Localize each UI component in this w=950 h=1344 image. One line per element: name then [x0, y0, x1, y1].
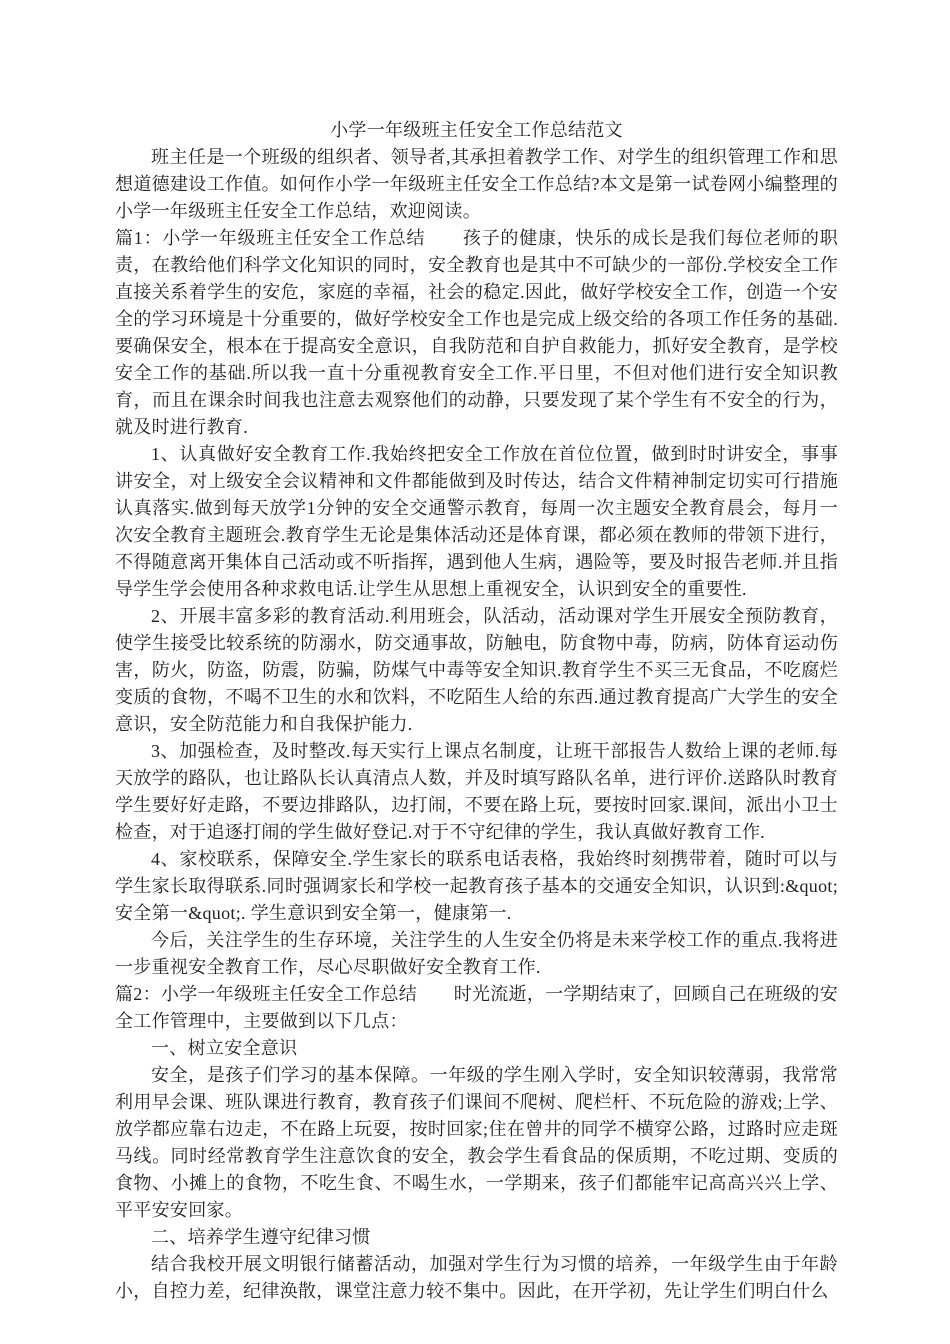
paragraph-part1-heading: 篇1：小学一年级班主任安全工作总结 孩子的健康，快乐的成长是我们每位老师的职责，在教给他们科学文化知识的同时，安全教育也是其中不可缺少的一部份.学校安全工作直接关系着学生的安危，家庭的幸福，社会的稳定.因此，做好学校安全工作，创造一个安全的学习环境是十分重要的，做好学校安全工作也是完成上级交给的各项工作任务的基础.要确保安全，根本在于提高安全意识，自我防范和自护自救能力，抓好安全教育，是学校安全工作的基础.所以我一直十分重视教育安全工作.平日里，不但对他们进行安全知识教育，而且在课余时间我也注意去观察他们的动静，只要发现了某个学生有不安全的行为，就及时进行教育. — [115, 228, 838, 437]
paragraph-point-1: 1、认真做好安全教育工作.我始终把安全工作放在首位位置，做到时时讲安全，事事讲安全，对上级安全会议精神和文件都能做到及时传达，结合文件精神制定切实可行措施认真落实.做到每天放学1分钟的安全交通警示教育，每周一次主题安全教育晨会，每月一次安全教育主题班会.教育学生无论是集体活动还是体育课，都必须在教师的带领下进行，不得随意离开集体自己活动或不听指挥，遇到他人生病，遇险等，要及时报告老师.并且指导学生学会使用各种求救电话.让学生从思想上重视安全，认识到安全的重要性. — [115, 444, 838, 599]
paragraph-point-3: 3、加强检查，及时整改.每天实行上课点名制度，让班干部报告人数给上课的老师.每天放学的路队，也让路队长认真清点人数，并及时填写路队名单，进行评价.送路队时教育学生要好好走路，不要边排路队，边打闹，不要在路上玩，要按时回家.课间，派出小卫士检查，对于追逐打闹的学生做好登记.对于不守纪律的学生，我认真做好教育工作. — [115, 741, 838, 842]
paragraph-part1-closing: 今后，关注学生的生存环境，关注学生的人生安全仍将是未来学校工作的重点.我将进一步重视安全教育工作，尽心尽职做好安全教育工作. — [115, 930, 838, 977]
paragraph-section-2-title: 二、培养学生遵守纪律习惯 — [151, 1227, 371, 1247]
paragraph-section-1-title: 一、树立安全意识 — [151, 1038, 298, 1058]
paragraph-intro: 班主任是一个班级的组织者、领导者,其承担着教学工作、对学生的组织管理工作和思想道德建设工作值。如何作小学一年级班主任安全工作总结?本文是第一试卷网小编整理的小学一年级班主任安全工作总结，欢迎阅读。 — [115, 147, 838, 221]
paragraph-section-1-body: 安全，是孩子们学习的基本保障。一年级的学生刚入学时，安全知识较薄弱，我常常利用早会课、班队课进行教育，教育孩子们课间不爬树、爬栏杆、不玩危险的游戏;上学、放学都应靠右边走，不在路上玩耍，按时回家;住在曾井的同学不横穿公路，过路时应走斑马线。同时经常教育学生注意饮食的安全，教会学生看食品的保质期，不吃过期、变质的食物、小摊上的食物，不吃生食、不喝生水，一学期来，孩子们都能牢记高高兴兴上学、平平安安回家。 — [115, 1065, 838, 1220]
paragraph-section-2-body: 结合我校开展文明银行储蓄活动，加强对学生行为习惯的培养，一年级学生由于年龄小，自控力差，纪律涣散，课堂注意力较不集中。因此，在开学初，先让学生们明白什么 — [115, 1254, 838, 1301]
paragraph-point-2: 2、开展丰富多彩的教育活动.利用班会，队活动，活动课对学生开展安全预防教育，使学生接受比较系统的防溺水，防交通事故，防触电，防食物中毒，防病，防体育运动伤害，防火，防盗，防震，防骗，防煤气中毒等安全知识.教育学生不买三无食品，不吃腐烂变质的食物，不喝不卫生的水和饮料，不吃陌生人给的东西.通过教育提高广大学生的安全意识，安全防范能力和自我保护能力. — [115, 606, 838, 734]
paragraph-part2-heading: 篇2：小学一年级班主任安全工作总结 时光流逝，一学期结束了，回顾自己在班级的安全工作管理中，主要做到以下几点： — [115, 984, 838, 1031]
document-title: 小学一年级班主任安全工作总结范文 — [330, 120, 623, 140]
paragraph-point-4: 4、家校联系，保障安全.学生家长的联系电话表格，我始终时刻携带着，随时可以与学生家长取得联系.同时强调家长和学校一起教育孩子基本的交通安全知识，认识到:&quot;安全第一&quot;. 学生意识到安全第一，健康第一. — [115, 849, 838, 923]
